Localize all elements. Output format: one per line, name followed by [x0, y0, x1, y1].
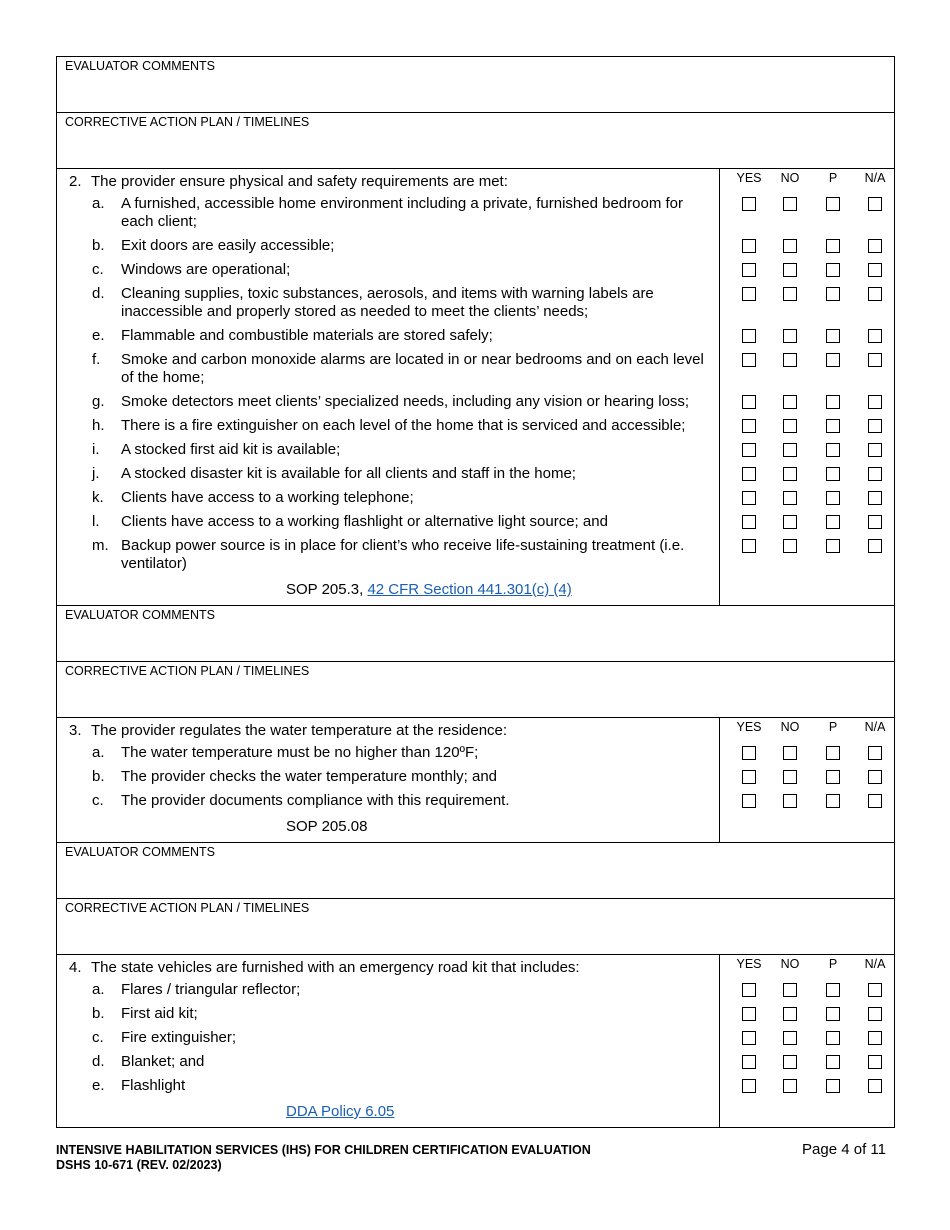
no-checkbox[interactable]: [783, 419, 797, 433]
na-checkbox[interactable]: [868, 983, 882, 997]
item-text: Clients have access to a working telephone;: [121, 489, 414, 506]
question-heading: [57, 171, 719, 195]
item-letter: c.: [92, 261, 104, 278]
no-checkbox[interactable]: [783, 794, 797, 808]
yes-checkbox[interactable]: [742, 746, 756, 760]
checklist-item: [57, 744, 719, 762]
yes-checkbox[interactable]: [742, 395, 756, 409]
evaluator-comments-label: EVALUATOR COMMENTS: [65, 59, 216, 73]
reference-line: [57, 1101, 719, 1123]
evaluation-form: [56, 56, 895, 1128]
column-header: N/A: [864, 957, 886, 971]
checklist-item: [57, 513, 719, 531]
no-checkbox[interactable]: [783, 491, 797, 505]
evaluator-comments-box-2[interactable]: [57, 606, 894, 662]
na-checkbox[interactable]: [868, 1055, 882, 1069]
item-letter: b.: [92, 237, 105, 254]
checklist-item: [57, 351, 719, 387]
na-checkbox[interactable]: [868, 239, 882, 253]
reference-line: [57, 579, 719, 601]
p-checkbox[interactable]: [826, 746, 840, 760]
no-checkbox[interactable]: [783, 239, 797, 253]
yes-checkbox[interactable]: [742, 515, 756, 529]
checklist-item: [57, 195, 719, 231]
na-checkbox[interactable]: [868, 539, 882, 553]
question-heading: [57, 720, 719, 744]
item-letter: a.: [92, 744, 105, 761]
item-text: A furnished, accessible home environment including a private, furnished bedroom for each client;: [121, 195, 683, 230]
column-header: YES: [736, 171, 762, 185]
item-text: The provider checks the water temperature monthly; and: [121, 768, 498, 785]
p-checkbox[interactable]: [826, 443, 840, 457]
p-checkbox[interactable]: [826, 491, 840, 505]
footer-form-id: DSHS 10-671 (REV. 02/2023): [56, 1158, 222, 1172]
corrective-action-box-2[interactable]: [57, 662, 894, 718]
question-4: [57, 955, 894, 1127]
corrective-action-box-1[interactable]: [57, 113, 894, 169]
p-checkbox[interactable]: [826, 197, 840, 211]
item-text: Smoke and carbon monoxide alarms are located in or near bedrooms and on each level of the home;: [121, 351, 704, 386]
na-checkbox[interactable]: [868, 746, 882, 760]
no-checkbox[interactable]: [783, 353, 797, 367]
no-checkbox[interactable]: [783, 770, 797, 784]
p-checkbox[interactable]: [826, 539, 840, 553]
item-text: A stocked disaster kit is available for all clients and staff in the home;: [121, 465, 576, 482]
yes-checkbox[interactable]: [742, 983, 756, 997]
yes-checkbox[interactable]: [742, 794, 756, 808]
yes-checkbox[interactable]: [742, 263, 756, 277]
checklist-item: [57, 465, 719, 483]
corrective-action-label: CORRECTIVE ACTION PLAN / TIMELINES: [65, 664, 310, 678]
yes-checkbox[interactable]: [742, 1031, 756, 1045]
item-letter: g.: [92, 393, 105, 410]
na-checkbox[interactable]: [868, 329, 882, 343]
yes-checkbox[interactable]: [742, 770, 756, 784]
question-text: The state vehicles are furnished with an emergency road kit that includes:: [91, 959, 580, 976]
item-text: Cleaning supplies, toxic substances, aerosols, and items with warning labels are inaccessible and properly stored as needed to meet the clients’ needs;: [121, 285, 654, 320]
na-checkbox[interactable]: [868, 1031, 882, 1045]
item-text: Flammable and combustible materials are stored safely;: [121, 327, 493, 344]
yes-checkbox[interactable]: [742, 1055, 756, 1069]
checklist-item: [57, 237, 719, 255]
question-4-content: [57, 955, 720, 1127]
column-header: YES: [736, 720, 762, 734]
item-letter: k.: [92, 489, 104, 506]
checklist-item: [57, 1029, 719, 1047]
na-checkbox[interactable]: [868, 443, 882, 457]
item-letter: c.: [92, 792, 104, 809]
question-3-content: [57, 718, 720, 842]
checklist-item: [57, 327, 719, 345]
na-checkbox[interactable]: [868, 794, 882, 808]
footer-title-block: [56, 1143, 591, 1173]
p-checkbox[interactable]: [826, 1079, 840, 1093]
item-letter: b.: [92, 768, 105, 785]
item-text: First aid kit;: [121, 1005, 198, 1022]
na-checkbox[interactable]: [868, 770, 882, 784]
evaluator-comments-label: EVALUATOR COMMENTS: [65, 845, 216, 859]
item-letter: b.: [92, 1005, 105, 1022]
evaluator-comments-box-1[interactable]: [57, 57, 894, 113]
item-letter: i.: [92, 441, 100, 458]
column-header: P: [828, 720, 838, 734]
checklist-item: [57, 285, 719, 321]
no-checkbox[interactable]: [783, 287, 797, 301]
p-checkbox[interactable]: [826, 239, 840, 253]
item-letter: e.: [92, 1077, 105, 1094]
na-checkbox[interactable]: [868, 353, 882, 367]
yes-checkbox[interactable]: [742, 539, 756, 553]
column-header: N/A: [864, 171, 886, 185]
question-number: 2.: [69, 173, 82, 190]
column-header: P: [828, 171, 838, 185]
p-checkbox[interactable]: [826, 353, 840, 367]
checklist-item: [57, 1005, 719, 1023]
question-number: 4.: [69, 959, 82, 976]
question-3-checkboxes: [720, 718, 894, 842]
column-header: YES: [736, 957, 762, 971]
evaluator-comments-label: EVALUATOR COMMENTS: [65, 608, 216, 622]
question-text: The provider ensure physical and safety requirements are met:: [91, 173, 508, 190]
no-checkbox[interactable]: [783, 1055, 797, 1069]
no-checkbox[interactable]: [783, 395, 797, 409]
item-text: Windows are operational;: [121, 261, 291, 278]
item-text: A stocked first aid kit is available;: [121, 441, 341, 458]
page-number: Page 4 of 11: [802, 1141, 886, 1158]
no-checkbox[interactable]: [783, 443, 797, 457]
p-checkbox[interactable]: [826, 1031, 840, 1045]
na-checkbox[interactable]: [868, 515, 882, 529]
yes-checkbox[interactable]: [742, 491, 756, 505]
yes-checkbox[interactable]: [742, 443, 756, 457]
no-checkbox[interactable]: [783, 539, 797, 553]
na-checkbox[interactable]: [868, 197, 882, 211]
p-checkbox[interactable]: [826, 794, 840, 808]
no-checkbox[interactable]: [783, 263, 797, 277]
yes-checkbox[interactable]: [742, 353, 756, 367]
corrective-action-label: CORRECTIVE ACTION PLAN / TIMELINES: [65, 115, 310, 129]
na-checkbox[interactable]: [868, 1079, 882, 1093]
evaluator-comments-box-3[interactable]: [57, 843, 894, 899]
p-checkbox[interactable]: [826, 287, 840, 301]
no-checkbox[interactable]: [783, 515, 797, 529]
checklist-item: [57, 417, 719, 435]
item-text: Flashlight: [121, 1077, 186, 1094]
na-checkbox[interactable]: [868, 395, 882, 409]
footer-title: INTENSIVE HABILITATION SERVICES (IHS) FOR CHILDREN CERTIFICATION EVALUATION: [56, 1143, 591, 1157]
item-letter: f.: [92, 351, 101, 368]
na-checkbox[interactable]: [868, 263, 882, 277]
na-checkbox[interactable]: [868, 419, 882, 433]
na-checkbox[interactable]: [868, 1007, 882, 1021]
item-letter: h.: [92, 417, 105, 434]
checklist-item: [57, 393, 719, 411]
item-letter: c.: [92, 1029, 104, 1046]
p-checkbox[interactable]: [826, 329, 840, 343]
checklist-item: [57, 261, 719, 279]
yes-checkbox[interactable]: [742, 1007, 756, 1021]
yes-checkbox[interactable]: [742, 197, 756, 211]
p-checkbox[interactable]: [826, 515, 840, 529]
p-checkbox[interactable]: [826, 983, 840, 997]
item-letter: d.: [92, 285, 105, 302]
reference-text: SOP 205.08: [286, 818, 368, 835]
yes-checkbox[interactable]: [742, 329, 756, 343]
item-letter: d.: [92, 1053, 105, 1070]
yes-checkbox[interactable]: [742, 1079, 756, 1093]
no-checkbox[interactable]: [783, 1031, 797, 1045]
column-header: P: [828, 957, 838, 971]
checklist-item: [57, 768, 719, 786]
p-checkbox[interactable]: [826, 467, 840, 481]
item-text: Backup power source is in place for client’s who receive life-sustaining treatment (i.e. ventilator): [121, 537, 685, 572]
item-text: Exit doors are easily accessible;: [121, 237, 335, 254]
p-checkbox[interactable]: [826, 1055, 840, 1069]
no-checkbox[interactable]: [783, 1007, 797, 1021]
yes-checkbox[interactable]: [742, 287, 756, 301]
question-3: [57, 718, 894, 843]
checklist-item: [57, 981, 719, 999]
item-text: Smoke detectors meet clients’ specialized needs, including any vision or hearing loss;: [121, 393, 690, 410]
item-text: There is a fire extinguisher on each level of the home that is serviced and accessible;: [121, 417, 686, 434]
item-letter: m.: [92, 537, 109, 554]
p-checkbox[interactable]: [826, 419, 840, 433]
question-4-checkboxes: [720, 955, 894, 1127]
yes-checkbox[interactable]: [742, 467, 756, 481]
item-letter: a.: [92, 195, 105, 212]
column-header: NO: [780, 957, 800, 971]
no-checkbox[interactable]: [783, 467, 797, 481]
na-checkbox[interactable]: [868, 287, 882, 301]
no-checkbox[interactable]: [783, 197, 797, 211]
na-checkbox[interactable]: [868, 467, 882, 481]
no-checkbox[interactable]: [783, 983, 797, 997]
p-checkbox[interactable]: [826, 770, 840, 784]
reference-link[interactable]: DDA Policy 6.05: [286, 1103, 395, 1120]
item-text: Flares / triangular reflector;: [121, 981, 301, 998]
item-letter: e.: [92, 327, 105, 344]
reference-text: SOP 205.3,: [286, 581, 368, 598]
yes-checkbox[interactable]: [742, 419, 756, 433]
checklist-item: [57, 1053, 719, 1071]
item-letter: a.: [92, 981, 105, 998]
no-checkbox[interactable]: [783, 1079, 797, 1093]
p-checkbox[interactable]: [826, 263, 840, 277]
question-text: The provider regulates the water temperature at the residence:: [91, 722, 508, 739]
question-number: 3.: [69, 722, 82, 739]
corrective-action-box-3[interactable]: [57, 899, 894, 955]
item-text: The provider documents compliance with this requirement.: [121, 792, 510, 809]
item-text: Blanket; and: [121, 1053, 205, 1070]
checklist-item: [57, 1077, 719, 1095]
item-text: The water temperature must be no higher than 120ºF;: [121, 744, 479, 761]
question-2-content: [57, 169, 720, 605]
checklist-item: [57, 441, 719, 459]
na-checkbox[interactable]: [868, 491, 882, 505]
question-heading: [57, 957, 719, 981]
question-2: [57, 169, 894, 606]
column-header: N/A: [864, 720, 886, 734]
column-header: NO: [780, 171, 800, 185]
p-checkbox[interactable]: [826, 395, 840, 409]
checklist-item: [57, 537, 719, 573]
reference-line: [57, 816, 719, 838]
no-checkbox[interactable]: [783, 746, 797, 760]
item-text: Clients have access to a working flashlight or alternative light source; and: [121, 513, 608, 530]
column-header: NO: [780, 720, 800, 734]
question-2-checkboxes: [720, 169, 894, 605]
checklist-item: [57, 489, 719, 507]
item-letter: l.: [92, 513, 100, 530]
checklist-item: [57, 792, 719, 810]
item-letter: j.: [92, 465, 100, 482]
corrective-action-label: CORRECTIVE ACTION PLAN / TIMELINES: [65, 901, 310, 915]
p-checkbox[interactable]: [826, 1007, 840, 1021]
reference-link[interactable]: 42 CFR Section 441.301(c) (4): [367, 581, 572, 598]
no-checkbox[interactable]: [783, 329, 797, 343]
yes-checkbox[interactable]: [742, 239, 756, 253]
item-text: Fire extinguisher;: [121, 1029, 237, 1046]
